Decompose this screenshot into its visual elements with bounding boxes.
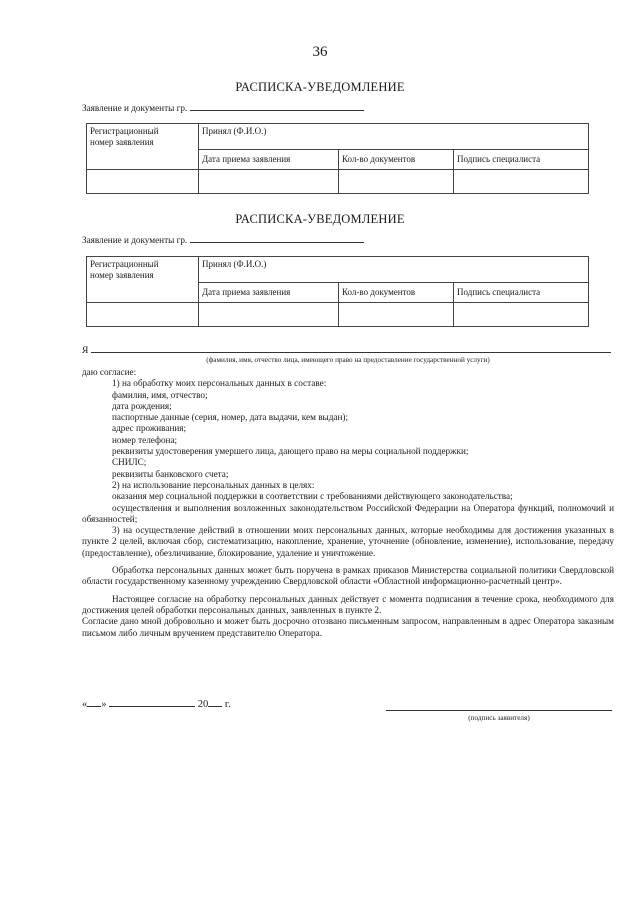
- docs-count-header: Кол-во документов: [339, 283, 454, 303]
- applicant-name-blank[interactable]: [190, 101, 364, 111]
- month-blank[interactable]: [109, 697, 195, 707]
- reg-number-header: Регистрационный номер заявления: [87, 124, 199, 170]
- receipt-line-2: [82, 233, 364, 245]
- date-cell[interactable]: [199, 170, 339, 194]
- i-label: Я: [82, 346, 89, 356]
- consent-line: осуществления и выполнения возложенных законодательством Российской Федерации на Оператора функций, полномочий и обязанностей;: [82, 502, 614, 524]
- date-line: « » 20 г.: [82, 699, 231, 710]
- registration-table-1: [86, 123, 589, 194]
- signature-line[interactable]: [386, 710, 612, 711]
- consent-line: реквизиты удостоверения умершего лица, дающего право на меры социальной поддержки;: [112, 446, 469, 457]
- receipt-line-1: [82, 101, 364, 113]
- consent-line: паспортные данные (серия, номер, дата выдачи, кем выдан);: [112, 412, 348, 423]
- consent-line: оказания мер социальной поддержки в соответствии с требованиями действующего законодательства;: [112, 491, 513, 502]
- consent-name-line: [82, 343, 614, 356]
- day-blank[interactable]: [87, 697, 101, 707]
- accepted-by-header: Принял (Ф.И.О.): [199, 124, 589, 150]
- applicant-name-blank[interactable]: [190, 233, 364, 243]
- receipt-line-label: Заявление и документы гр.: [82, 103, 188, 113]
- registration-table-2: [86, 256, 589, 327]
- consent-line: 2) на использование персональных данных в целях:: [112, 479, 315, 490]
- name-caption: (фамилия, имя, отчество лица, имеющего право на предоставление государственной услуги): [206, 356, 490, 364]
- date-header: Дата приема заявления: [199, 283, 339, 303]
- reg-number-cell[interactable]: [87, 303, 199, 327]
- consent-line: Настоящее согласие на обработку персональных данных действует с момента подписания в течение срока, необходимого для достижения целей обработки персональных данных, заявленных в пункте 2.: [82, 593, 614, 615]
- receipt-line-label: Заявление и документы гр.: [82, 235, 188, 245]
- consent-line: СНИЛС;: [112, 457, 147, 468]
- consent-line: 3) на осуществление действий в отношении моих персональных данных, которые необходимы для достижения указанных в пункте 2 целей, включая сбор, систематизацию, накопление, хранение, уточнение (обновление, изменение), использование, передачу (предоставление), обезличивание, блокирование, удаление и уничтожение.: [82, 525, 614, 558]
- signature-header: Подпись специалиста: [454, 150, 589, 170]
- consent-line: Согласие дано мной добровольно и может быть досрочно отозвано письменным запросом, направленным в адрес Оператора заказным письмом либо личным вручением представителю Оператора.: [82, 616, 614, 638]
- consent-line: дата рождения;: [112, 400, 172, 411]
- docs-count-cell[interactable]: [339, 303, 454, 327]
- receipt-title-1: РАСПИСКА-УВЕДОМЛЕНИЕ: [235, 80, 405, 94]
- consent-line: фамилия, имя, отчество;: [112, 389, 208, 400]
- signature-caption: (подпись заявителя): [468, 714, 530, 722]
- signature-cell[interactable]: [454, 170, 589, 194]
- full-name-blank[interactable]: [91, 343, 611, 353]
- consent-line: номер телефона;: [112, 434, 178, 445]
- date-cell[interactable]: [199, 303, 339, 327]
- accepted-by-header: Принял (Ф.И.О.): [199, 257, 589, 283]
- consent-line: Обработка персональных данных может быть поручена в рамках приказов Министерства социальной политики Свердловской области государственному казенному учреждению Свердловской области «Областной информационно-расчетный центр».: [82, 565, 614, 587]
- consent-line: адрес проживания;: [112, 423, 187, 434]
- page-number: 36: [312, 44, 328, 60]
- reg-number-header: Регистрационный номер заявления: [87, 257, 199, 303]
- date-header: Дата приема заявления: [199, 150, 339, 170]
- signature-header: Подпись специалиста: [454, 283, 589, 303]
- receipt-title-2: РАСПИСКА-УВЕДОМЛЕНИЕ: [235, 212, 405, 226]
- year-blank[interactable]: [208, 697, 222, 707]
- reg-number-cell[interactable]: [87, 170, 199, 194]
- consent-text: [82, 367, 614, 639]
- consent-line: 1) на обработку моих персональных данных в составе:: [112, 378, 327, 389]
- consent-line: реквизиты банковского счета;: [112, 468, 229, 479]
- docs-count-header: Кол-во документов: [339, 150, 454, 170]
- docs-count-cell[interactable]: [339, 170, 454, 194]
- signature-cell[interactable]: [454, 303, 589, 327]
- consent-line: даю согласие:: [82, 367, 137, 377]
